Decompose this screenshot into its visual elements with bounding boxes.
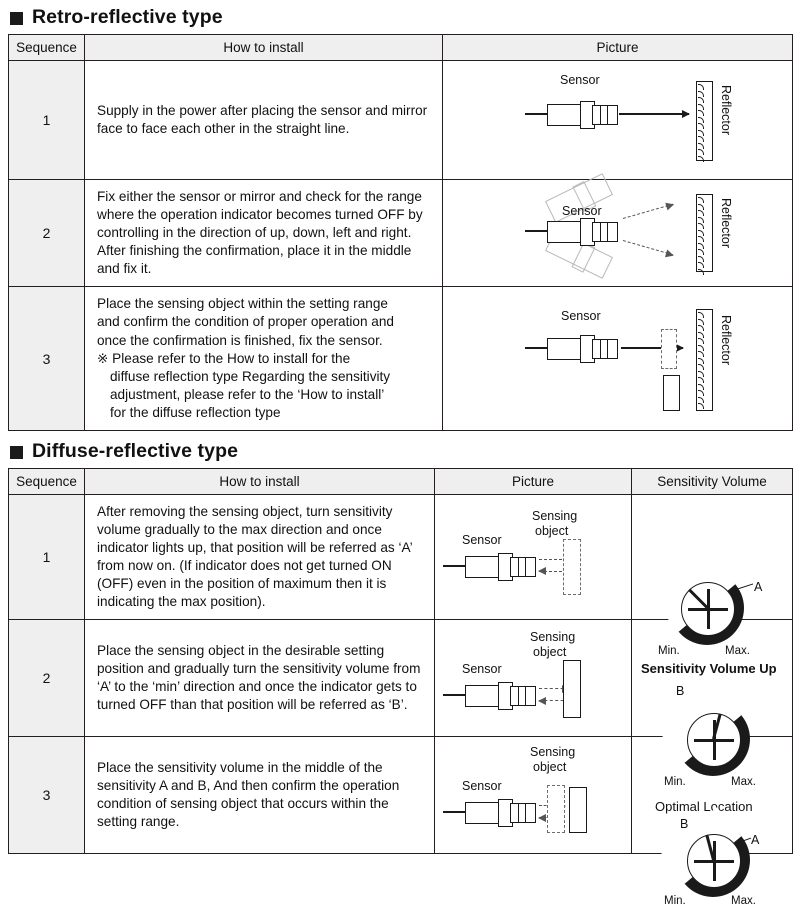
bullet-square-icon [10,12,23,25]
howto-line [97,368,432,386]
sensing-object-icon [569,787,587,833]
picture-cell [435,494,632,619]
how-to-install-text [85,287,443,431]
section-title-retro-reflective [8,0,793,34]
column-header-how-to-install: How to install [85,468,435,494]
min-label: Min. [658,645,680,658]
picture-cell [443,180,793,287]
table-row [9,494,793,619]
table-row [9,180,793,287]
how-to-install-text: Place the sensing object in the desirable setting position and gradually turn the sensitivity volume from ‘A’ to the ‘min’ direction and once the indicator gets to turned OFF than that position will be referred as ‘B’. [85,620,435,737]
sensing-object-label-line2: object [533,760,567,775]
marker-label-b: B [680,817,689,832]
column-header-picture: Picture [435,468,632,494]
sensor-label: Sensor [462,662,502,677]
sensing-object-dashed-icon [547,785,565,833]
sensor-icon [547,101,621,127]
reflector-label: Reflector [719,315,733,366]
sensing-object-icon [563,660,581,718]
sensing-object-label-line1: Sensing [532,508,578,523]
sensor-label: Sensor [462,779,502,794]
how-to-install-text: Supply in the power after placing the sensor and mirror face to face each other in the straight line. [85,61,443,180]
reflector-icon [696,309,713,411]
column-header-sensitivity-volume: Sensitivity Volume [632,468,793,494]
section-heading-text: Retro-reflective type [32,6,223,28]
marker-label-b: B [676,684,685,699]
section-title-diffuse-reflective [8,431,793,468]
figure-retro-2 [443,180,792,286]
reflector-icon [696,194,713,272]
table-row [9,61,793,180]
column-header-sequence: Sequence [9,468,85,494]
picture-cell [443,287,793,431]
sensing-object-label-line1: Sensing [530,630,576,645]
sensing-object-icon [663,375,680,411]
picture-cell [435,620,632,737]
sequence-number: 3 [9,737,85,854]
sequence-number: 2 [9,620,85,737]
figure-diffuse-2 [435,620,631,736]
howto-line: once the confirmation is finished, fix the sensor. [97,332,383,348]
sensitivity-volume-cell [632,737,793,907]
table-row [9,737,793,854]
beam-arrow-icon [619,113,689,115]
howto-line [97,404,432,422]
optimal-location-title: Optimal Location [655,799,753,815]
table-row [9,287,793,431]
picture-cell [443,61,793,180]
sequence-number: 2 [9,180,85,287]
how-to-install-text: Fix either the sensor or mirror and check for the range where the operation indicator becomes turned OFF by controlling in the direction of up, down, left and right. After finishing the confirmation, place it in the middle and fix it. [85,180,443,287]
figure-diffuse-1 [435,495,631,619]
sensor-icon [547,218,621,244]
sequence-number: 1 [9,494,85,619]
figure-diffuse-3 [435,737,631,853]
sensing-object-label-line1: Sensing [530,745,576,760]
marker-label-a: A [751,833,760,848]
beam-arrow-down-icon [623,240,673,255]
sensor-label: Sensor [561,309,601,324]
beam-arrow-up-icon [623,204,673,219]
max-label: Max. [731,776,756,789]
sequence-number: 1 [9,61,85,180]
max-label: Max. [731,895,756,907]
table-header-row [9,468,793,494]
column-header-sequence: Sequence [9,35,85,61]
picture-cell [435,737,632,854]
sensor-icon [465,682,539,708]
howto-line-text: diffuse reflection type Regarding the sensitivity [110,368,391,384]
how-to-install-text: Place the sensitivity volume in the middle of the sensitivity A and B, And then confirm the operation condition of sensing object that occurs within the setting range. [85,737,435,854]
marker-label-a: A [754,580,763,595]
volume-knob-icon [676,823,750,897]
sensor-label: Sensor [462,532,502,547]
howto-line [97,386,432,404]
sensor-icon [547,335,621,361]
sensor-label: Sensor [560,73,600,87]
sensor-icon [465,553,539,579]
section-heading-text: Diffuse-reflective type [32,439,239,462]
sensing-object-label-line2: object [533,645,567,660]
sequence-number: 3 [9,287,85,431]
min-label: Min. [664,776,686,789]
max-label: Max. [725,645,750,658]
sensing-object-label-line2: object [535,523,569,538]
min-label: Min. [664,895,686,907]
sensitivity-volume-cell [632,620,793,789]
sensitivity-volume-cell [632,494,793,677]
table-row [9,620,793,737]
sensor-label: Sensor [562,204,602,218]
sensing-object-dashed-icon [563,539,581,595]
diffuse-reflective-table [8,468,793,907]
how-to-install-text: After removing the sensing object, turn sensitivity volume gradually to the max direction and once indicator lights up, that position will be referred as ‘A’ from now on. (If indicator does not get turned ON (OFF) even in the position of maximum then it is indicating the max position). [85,494,435,619]
reflector-label: Reflector [719,85,733,136]
bullet-square-icon [10,446,23,459]
figure-retro-3 [443,287,792,430]
howto-line: Place the sensing object within the setting range [97,296,388,312]
volume-caption: Sensitivity Volume Up [641,661,777,677]
howto-line: and confirm the condition of proper operation and [97,314,394,330]
howto-line-text: for the diffuse reflection type [110,404,281,420]
reflector-icon [696,81,713,161]
howto-line-text: adjustment, please refer to the ‘How to install’ [110,386,385,402]
howto-line: ※ Please refer to the How to install for the [97,350,351,366]
figure-retro-1 [443,61,792,179]
retro-reflective-table [8,34,793,431]
table-header-row [9,35,793,61]
sensing-object-dashed-icon [661,329,677,369]
column-header-how-to-install: How to install [85,35,443,61]
column-header-picture: Picture [443,35,793,61]
reflector-label: Reflector [719,198,733,249]
sensor-icon [465,799,539,825]
